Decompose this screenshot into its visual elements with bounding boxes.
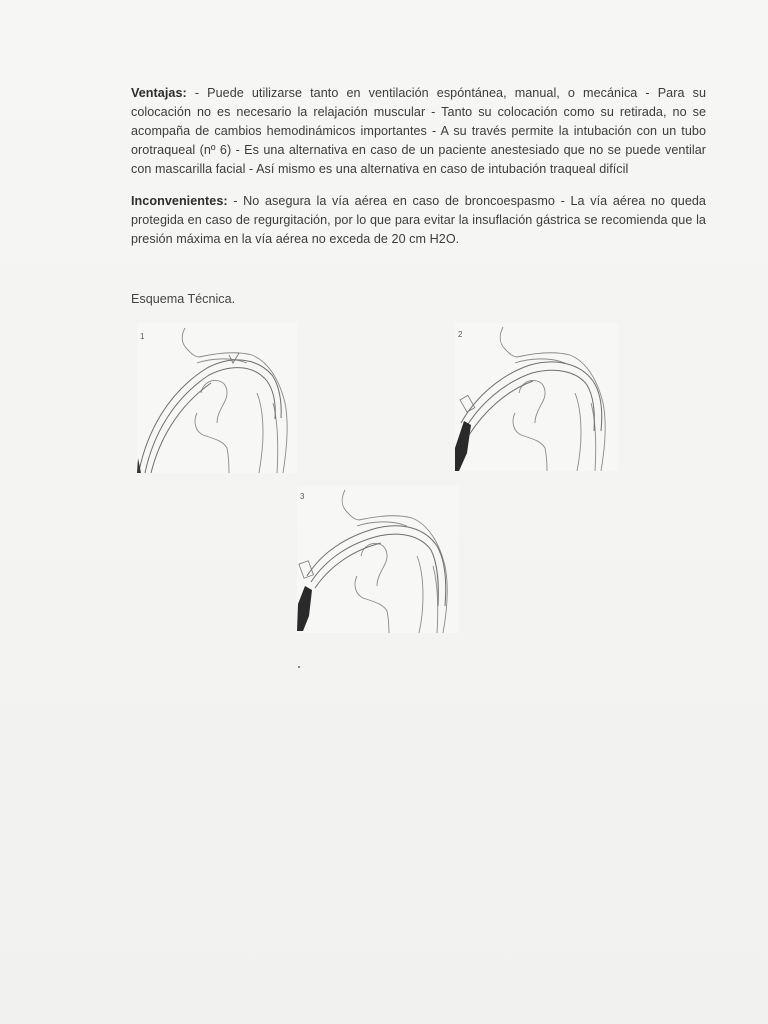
figure-number: 2	[458, 330, 463, 339]
technique-figure-3	[297, 486, 459, 633]
ventajas-paragraph	[131, 84, 706, 179]
inconvenientes-label: Inconvenientes:	[131, 194, 228, 208]
inconvenientes-text: - No asegura la vía aérea en caso de broncoespasmo - La vía aérea no queda protegida en caso de regurgitación, por lo que para evitar la insuflación gástrica se recomienda que la presión máxima en la vía aérea no exceda de 20 cm H2O.	[131, 194, 706, 246]
technique-figure-2	[455, 323, 618, 471]
airway-diagram-2	[455, 323, 618, 471]
airway-diagram-1	[137, 323, 297, 473]
figure-number: 1	[140, 332, 145, 341]
ventajas-text: - Puede utilizarse tanto en ventilación espóntánea, manual, o mecánica - Para su colocación no es necesario la relajación muscular - Tanto su colocación como su retirada, no se acompaña de cambios hemodinámicos importantes - A su través permite la intubación con un tubo orotraqueal (nº 6) - Es una alternativa en caso de un paciente anestesiado que no se puede ventilar con mascarilla facial - Así mismo es una alternativa en caso de intubación traqueal difícil	[131, 86, 706, 176]
technique-figure-1	[137, 323, 297, 473]
esquema-tecnica-title: Esquema Técnica.	[131, 292, 236, 306]
airway-diagram-3	[297, 486, 459, 633]
inconvenientes-paragraph	[131, 192, 706, 249]
figure-number: 3	[300, 492, 305, 501]
ventajas-label: Ventajas:	[131, 86, 187, 100]
scan-speck	[298, 666, 300, 668]
